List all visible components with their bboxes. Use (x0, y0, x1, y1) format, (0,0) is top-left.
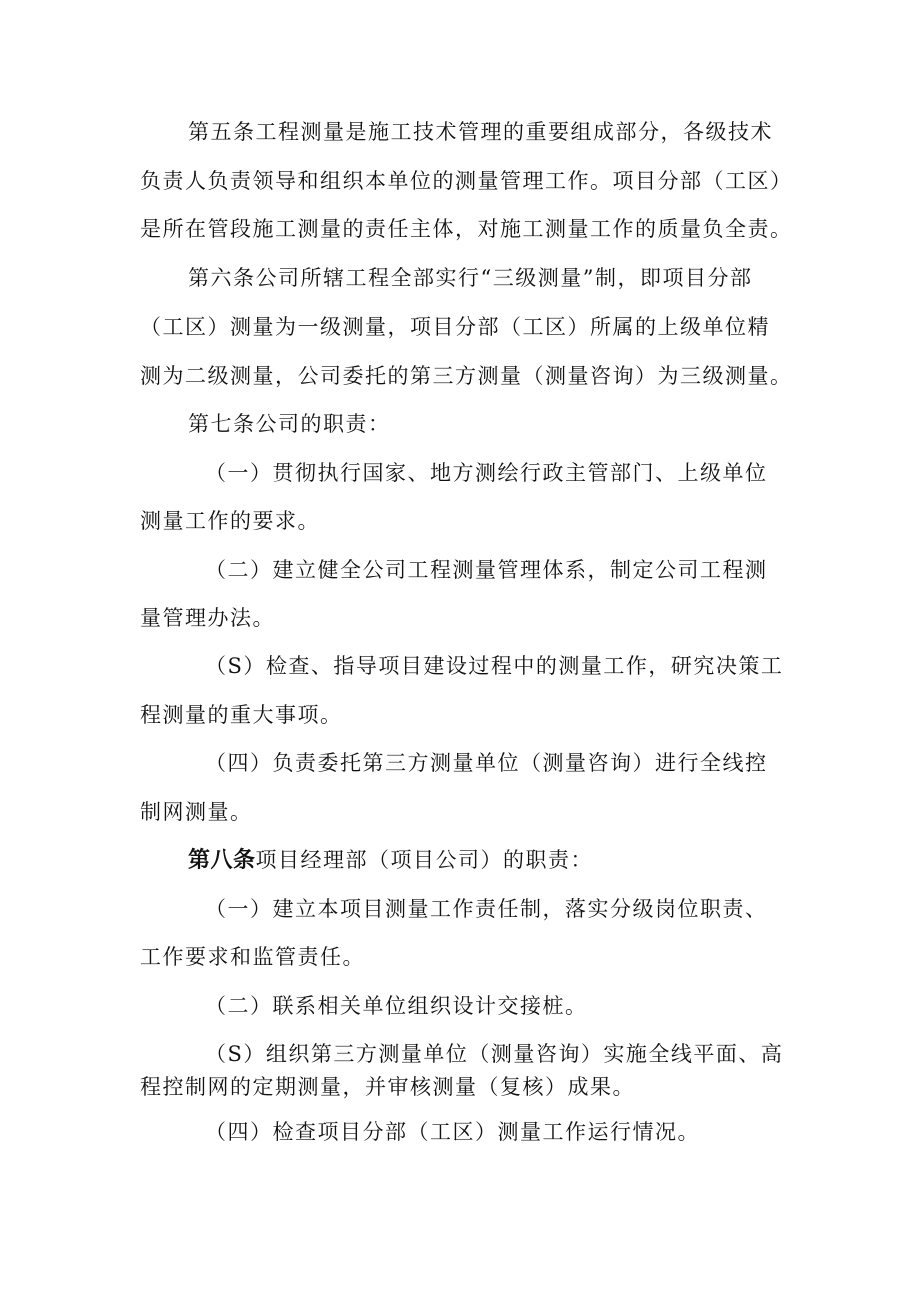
article-8-heading: 第八条 (188, 848, 256, 873)
text-line: 第六条公司所辖工程全部实行“三级测量”制，即项目分部 (188, 266, 753, 290)
text-line: 测为二级测量，公司委托的第三方测量（测量咨询）为三级测量。 (140, 364, 793, 388)
text-line: 第五条工程测量是施工技术管理的重要组成部分，各级技术 (188, 120, 773, 144)
article-8-line (188, 846, 593, 875)
text-line: （工区）测量为一级测量，项目分部（工区）所属的上级单位精 (140, 315, 770, 339)
text-line: （四）负责委托第三方测量单位（测量咨询）进行全线控 (205, 751, 768, 775)
text-line: 程测量的重大事项。 (140, 703, 343, 727)
text-line: 第七条公司的职责： (188, 412, 391, 436)
text-line: 测量工作的要求。 (140, 509, 320, 533)
text-line: （一）贯彻执行国家、地方测绘行政主管部门、上级单位 (205, 461, 768, 485)
text-line: （二）建立健全公司工程测量管理体系，制定公司工程测 (205, 558, 768, 582)
text-line: （四）检查项目分部（工区）测量工作运行情况。 (205, 1120, 700, 1144)
text-line: 量管理办法。 (140, 606, 275, 630)
text-line: 工作要求和监管责任。 (140, 945, 365, 969)
text-line: 负责人负责领导和组织本单位的测量管理工作。项目分部（工区） (140, 169, 793, 193)
text-line: （一）建立本项目测量工作责任制，落实分级岗位职责、 (205, 897, 768, 921)
text-line: 是所在管段施工测量的责任主体，对施工测量工作的质量负全责。 (140, 217, 793, 241)
text-line: 制网测量。 (140, 800, 253, 824)
text-line: （二）联系相关单位组织设计交接桩。 (205, 994, 588, 1018)
article-8-text: 项目经理部（项目公司）的职责： (255, 848, 594, 872)
text-line: （S）组织第三方测量单位（测量咨询）实施全线平面、高 (205, 1042, 784, 1066)
text-line: （S）检查、指导项目建设过程中的测量工作，研究决策工 (205, 654, 784, 678)
text-line: 程控制网的定期测量，并审核测量（复核）成果。 (140, 1075, 635, 1099)
